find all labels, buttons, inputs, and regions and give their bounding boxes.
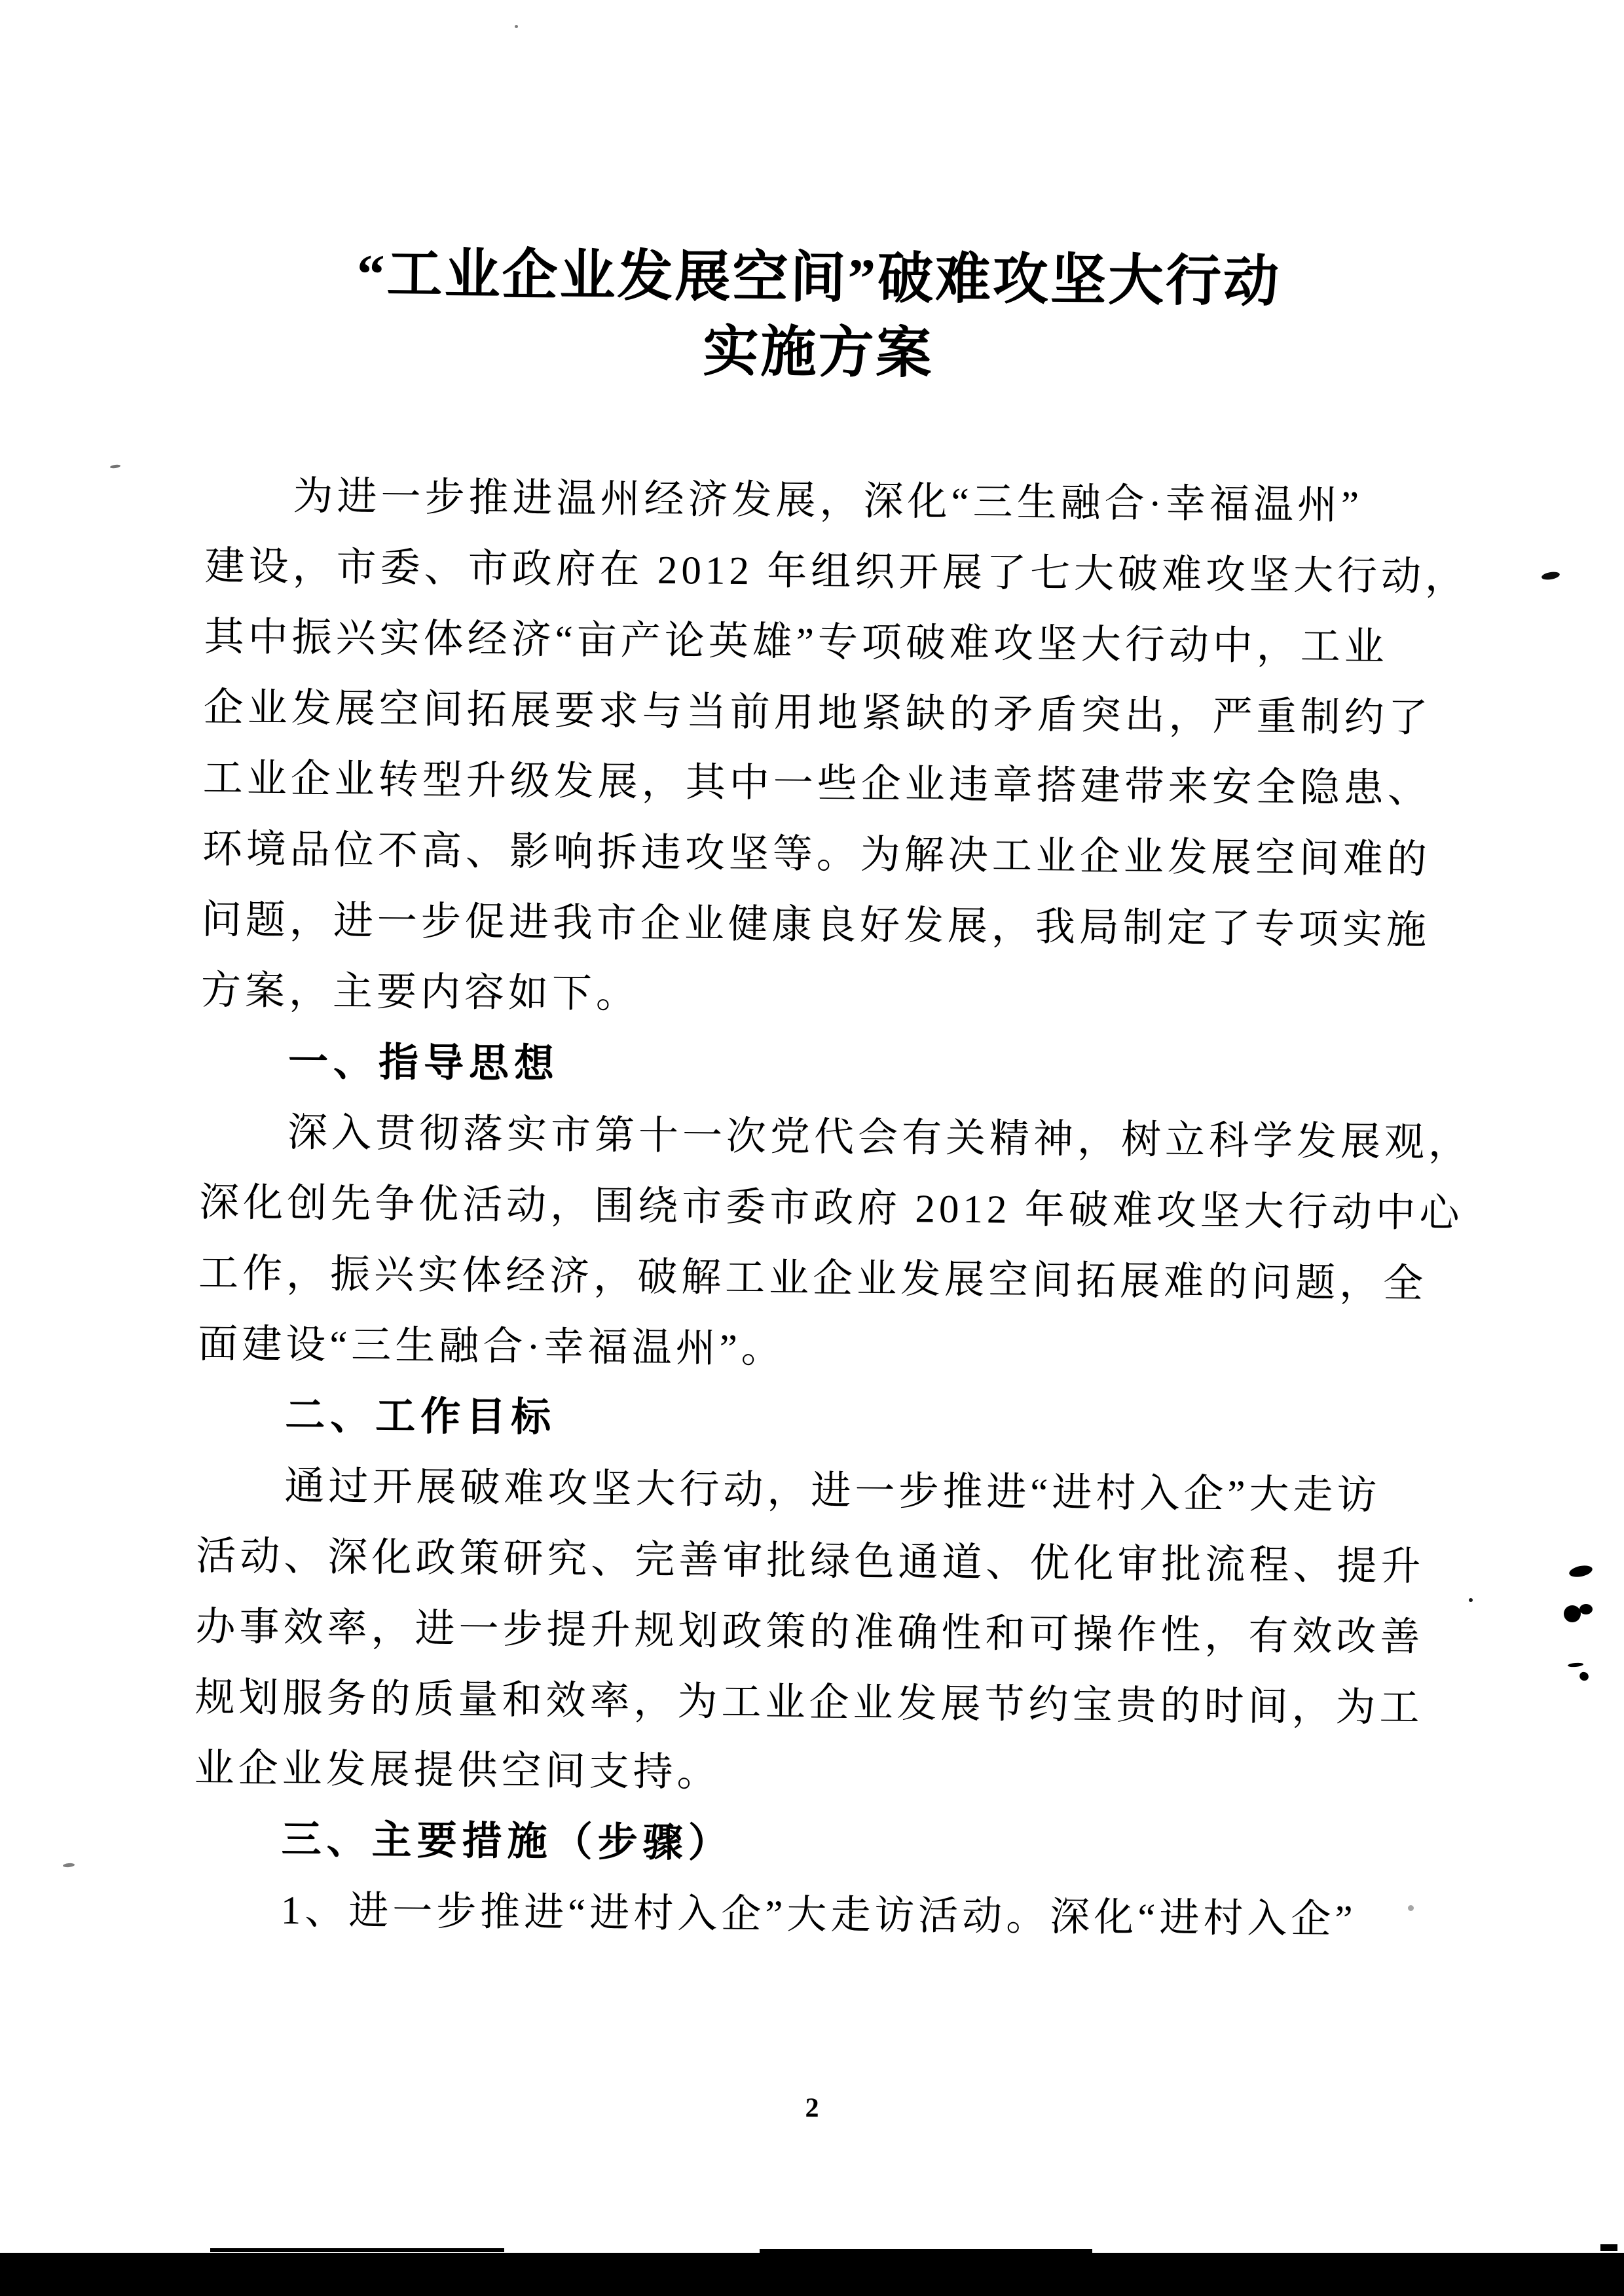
scan-streak bbox=[210, 2248, 504, 2252]
heading-line: 一、指导思想 bbox=[287, 1040, 560, 1087]
title-line-2: 实施方案 bbox=[703, 321, 934, 385]
text-line: 企业发展空间拓展要求与当前用地紧缺的矛盾突出，严重制约了 bbox=[203, 685, 1433, 741]
text-line: 面建设“三生融合·幸福温州”。 bbox=[197, 1322, 786, 1372]
heading-line: 二、工作目标 bbox=[285, 1394, 557, 1440]
text-line: 工业企业转型升级发展，其中一些企业违章搭建带来安全隐患、 bbox=[202, 756, 1432, 812]
text-line: 活动、深化政策研究、完善审批绿色通道、优化审批流程、提升 bbox=[196, 1534, 1425, 1590]
page-number: 2 bbox=[805, 2092, 819, 2124]
text-line: 建设，市委、市政府在 2012 年组织开展了七大破难攻坚大行动， bbox=[204, 544, 1469, 600]
text-line: 通过开展破难攻坚大行动，进一步推进“进村入企”大走访 bbox=[284, 1465, 1381, 1518]
scan-edge-band bbox=[0, 2253, 1624, 2296]
text-line: 业企业发展提供空间支持。 bbox=[194, 1746, 721, 1795]
document-lines bbox=[193, 461, 1473, 1956]
text-line: 方案，主要内容如下。 bbox=[200, 968, 640, 1017]
text-line: 问题，进一步促进我市企业健康良好发展，我局制定了专项实施 bbox=[201, 898, 1431, 953]
text-line: 规划服务的质量和效率，为工业企业发展节约宝贵的时间，为工 bbox=[194, 1675, 1424, 1731]
text-line: 环境品位不高、影响拆违攻坚等。为解决工业企业发展空间难的 bbox=[202, 827, 1431, 883]
text-line: 为进一步推进温州经济发展，深化“三生融合·幸福温州” bbox=[293, 475, 1363, 528]
document-title bbox=[204, 236, 1433, 395]
text-line: 其中振兴实体经济“亩产论英雄”专项破难攻坚大行动中，工业 bbox=[204, 615, 1389, 670]
text-line: 1、进一步推进“进村入企”大走访活动。深化“进村入企” bbox=[280, 1888, 1357, 1942]
title-line-1: “工业企业发展空间”破难攻坚大行动 bbox=[356, 243, 1282, 314]
text-line: 办事效率，进一步提升规划政策的准确性和可操作性，有效改善 bbox=[195, 1605, 1424, 1660]
text-line: 工作，振兴实体经济，破解工业企业发展空间拓展难的问题，全 bbox=[198, 1251, 1428, 1307]
scan-streak bbox=[760, 2249, 1092, 2253]
scan-speck bbox=[1600, 2244, 1617, 2251]
heading-line: 三、主要措施（步骤） bbox=[281, 1817, 733, 1867]
text-line: 深化创先争优活动，围绕市委市政府 2012 年破难攻坚大行动中心 bbox=[198, 1180, 1464, 1236]
text-line: 深入贯彻落实市第十一次党代会有关精神，树立科学发展观， bbox=[287, 1111, 1473, 1165]
